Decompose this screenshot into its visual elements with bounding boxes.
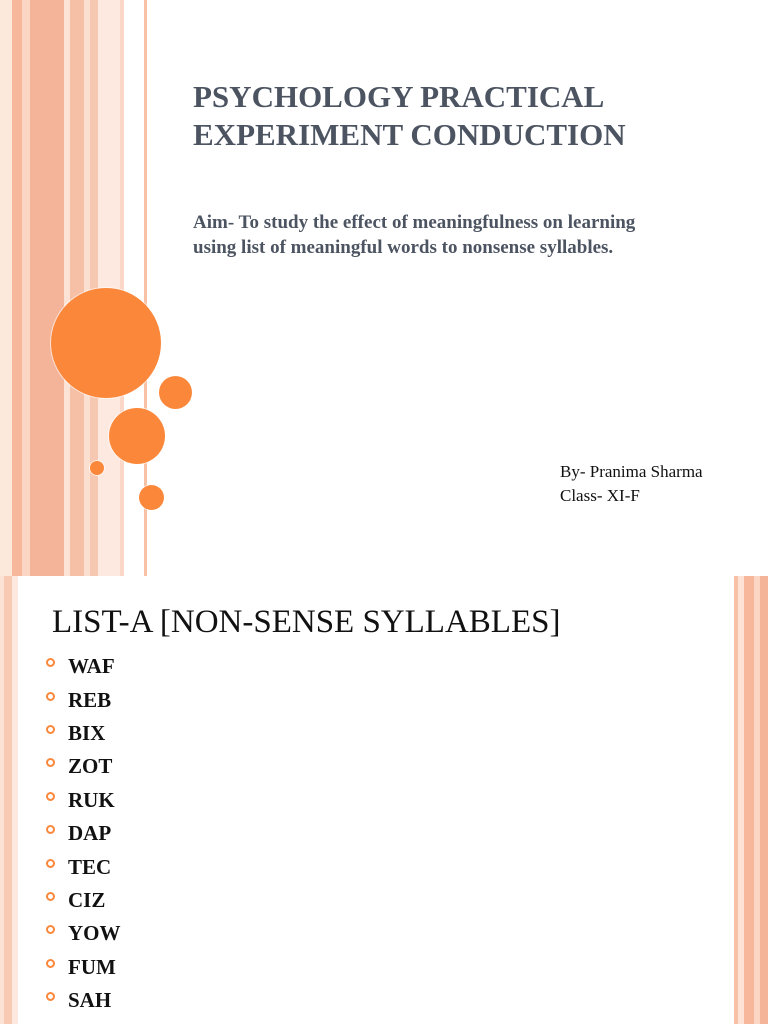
author-info <box>560 460 760 508</box>
syllable-text: FUM <box>68 954 116 979</box>
list-item <box>46 884 121 917</box>
syllable-text: REB <box>68 687 112 712</box>
syllable-text: DAP <box>68 821 112 846</box>
list-item <box>46 650 121 683</box>
circle-bullet-icon <box>46 658 55 667</box>
slide-title-line-1: PSYCHOLOGY PRACTICAL <box>193 79 605 114</box>
circle-bullet-icon <box>46 859 55 868</box>
list-item <box>46 683 121 716</box>
syllable-text: WAF <box>68 654 115 679</box>
list-slide <box>0 576 768 1024</box>
syllable-text: ZOT <box>68 754 113 779</box>
circle-bullet-icon <box>46 925 55 934</box>
circle-bullet-icon <box>46 992 55 1001</box>
syllable-list <box>46 650 121 1017</box>
circle-bullet-icon <box>46 825 55 834</box>
circle-bullet-icon <box>46 959 55 968</box>
list-item <box>46 784 121 817</box>
aim-line-1: Aim- To study the effect of meaningfulness on learning <box>193 212 636 233</box>
syllable-text: RUK <box>68 787 115 812</box>
author-class: Class- XI-F <box>560 486 640 505</box>
circle-bullet-icon <box>46 758 55 767</box>
syllable-text: TEC <box>68 854 112 879</box>
syllable-text: CIZ <box>68 887 106 912</box>
slide-title <box>193 78 753 154</box>
syllable-text: BIX <box>68 720 106 745</box>
small-orange-circle-bottom <box>139 485 164 510</box>
circle-bullet-icon <box>46 792 55 801</box>
left-decorative-stripes <box>0 576 20 1024</box>
syllable-text: SAH <box>68 988 112 1013</box>
list-item <box>46 917 121 950</box>
right-decorative-stripes <box>734 576 768 1024</box>
syllable-text: YOW <box>68 921 121 946</box>
author-name: By- Pranima Sharma <box>560 462 703 481</box>
list-item <box>46 717 121 750</box>
list-item <box>46 951 121 984</box>
large-orange-circle <box>51 288 161 398</box>
list-item <box>46 750 121 783</box>
medium-orange-circle <box>109 408 165 464</box>
small-orange-circle <box>159 376 192 409</box>
list-title: LIST-A [NON-SENSE SYLLABLES] <box>52 604 561 640</box>
circle-bullet-icon <box>46 692 55 701</box>
aim-statement <box>193 210 753 260</box>
list-item <box>46 850 121 883</box>
tiny-orange-circle <box>90 461 104 475</box>
list-item <box>46 984 121 1017</box>
decorative-stripes <box>0 0 150 576</box>
slide-title-line-2: EXPERIMENT CONDUCTION <box>193 117 626 152</box>
circle-bullet-icon <box>46 892 55 901</box>
circle-bullet-icon <box>46 725 55 734</box>
aim-line-2: using list of meaningful words to nonsense syllables. <box>193 237 614 258</box>
list-item <box>46 817 121 850</box>
